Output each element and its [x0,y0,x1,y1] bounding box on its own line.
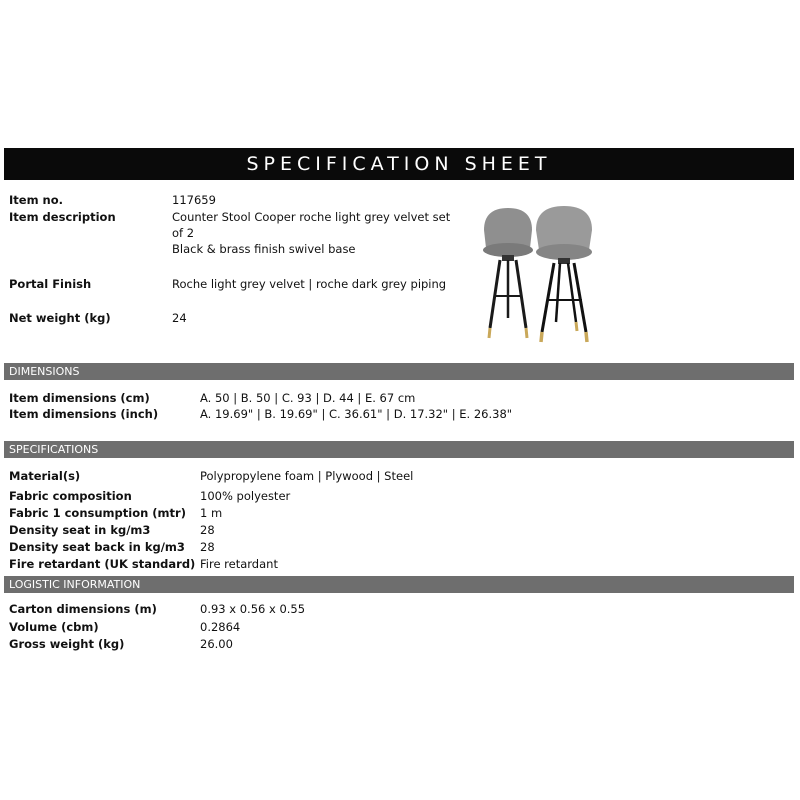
item-description-line3: Black & brass finish swivel base [172,242,356,256]
stool-back [483,208,533,338]
logistic-value: 0.2864 [200,620,241,634]
spec-value: 100% polyester [200,489,291,503]
dimensions-cm-value: A. 50 | B. 50 | C. 93 | D. 44 | E. 67 cm [200,391,416,405]
item-description-line2: of 2 [172,226,195,240]
spec-value: Polypropylene foam | Plywood | Steel [200,469,414,483]
stool-front [536,206,592,342]
net-weight-label: Net weight (kg) [9,311,111,325]
page-title: SPECIFICATION SHEET [4,148,794,180]
logistic-header: LOGISTIC INFORMATION [4,576,794,593]
item-description-line1: Counter Stool Cooper roche light grey velvet set [172,210,451,224]
item-description-label: Item description [9,210,116,224]
spec-label: Fabric 1 consumption (mtr) [9,506,186,520]
spec-value: 28 [200,540,215,554]
spec-label: Density seat back in kg/m3 [9,540,185,554]
logistic-label: Volume (cbm) [9,620,99,634]
spec-value: 1 m [200,506,223,520]
dimensions-inch-value: A. 19.69" | B. 19.69" | C. 36.61" | D. 17.32" | E. 26.38" [200,407,513,421]
finish-value: Roche light grey velvet | roche dark grey piping [172,277,447,291]
spec-value: 28 [200,523,215,537]
item-no-value: 117659 [172,193,216,207]
net-weight-value: 24 [172,311,187,325]
spec-label: Fabric composition [9,489,132,503]
logistic-label: Gross weight (kg) [9,637,125,651]
logistic-label: Carton dimensions (m) [9,602,157,616]
logistic-value: 26.00 [200,637,233,651]
finish-label: Portal Finish [9,277,92,291]
product-image [470,200,630,345]
specifications-header: SPECIFICATIONS [4,441,794,458]
spec-label: Material(s) [9,469,81,483]
spec-label: Density seat in kg/m3 [9,523,151,537]
spec-label: Fire retardant (UK standard) [9,557,196,571]
dimensions-header: DIMENSIONS [4,363,794,380]
dimensions-cm-label: Item dimensions (cm) [9,391,150,405]
dimensions-inch-label: Item dimensions (inch) [9,407,159,421]
spec-value: Fire retardant [200,557,278,571]
logistic-value: 0.93 x 0.56 x 0.55 [200,602,306,616]
item-no-label: Item no. [9,193,64,207]
